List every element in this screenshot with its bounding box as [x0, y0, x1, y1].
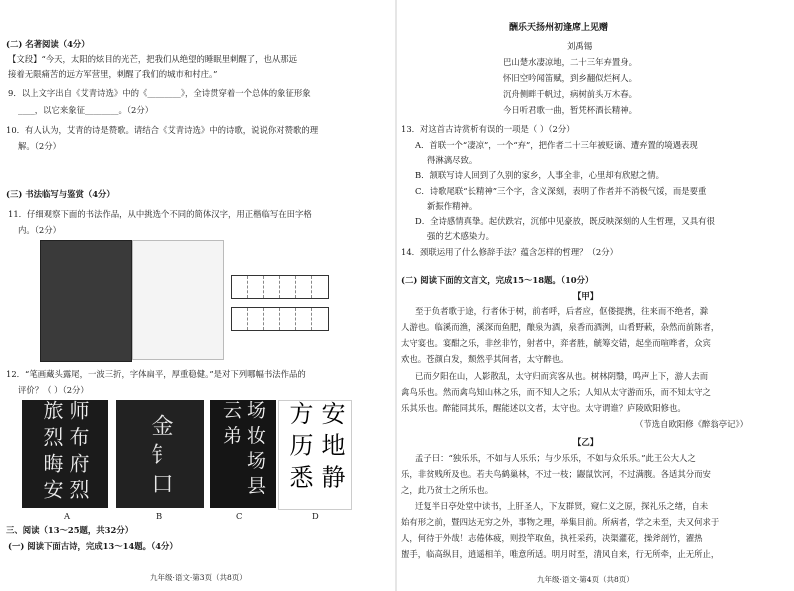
option-b: B．颔联写诗人回到了久别的家乡，人事全非，心里却有欣慰之情。: [415, 170, 665, 180]
calligraphy-print-image: [132, 240, 224, 360]
passage-line: 乐其乐也。醉能同其乐，醒能述以文者，太守也。太守谓谁？庐陵欧阳修也。: [401, 403, 686, 413]
writing-grid-1[interactable]: [231, 275, 329, 299]
poem-line: 今日听君歌一曲，暂凭杯酒长精神。: [503, 105, 637, 115]
calligraphy-c-text: 场 妆 场 县 云 弟: [220, 400, 266, 495]
poem-title: 酬乐天扬州初逢席上见赠: [509, 23, 609, 33]
calligraphy-d-text: 安 地 静 方 历 悉: [285, 401, 345, 489]
calligraphy-a-text: 师 布 府 烈 旅 烈 晦 安: [40, 400, 90, 500]
text-line: 接着无限痛苦的远方军营里，刺醒了我们的城市和村庄。”: [8, 69, 218, 79]
question-12b: 评价？（ ）（2分）: [18, 385, 89, 395]
writing-grid-2[interactable]: [231, 307, 329, 331]
question-13: 13．对这首古诗赏析有误的一项是（ ）（2分）: [401, 124, 575, 134]
question-14: 14．颈联运用了什么修辞手法？蕴含怎样的哲理？（2分）: [401, 247, 618, 257]
subsection-title: (一) 阅读下面古诗，完成13～14题。（4分）: [8, 541, 178, 551]
passage-line: 至于负者歌于途，行者休于树，前者呼，后者应，伛偻提携，往来而不绝者，滁: [415, 306, 709, 316]
passage-line: 欢也。苍颜白发，颓然乎其间者，太守醉也。: [401, 354, 569, 364]
passage-source: （节选自欧阳修《醉翁亭记》）: [635, 419, 749, 429]
calligraphy-b-text: 金 钅 口: [148, 414, 173, 494]
calligraphy-option-d: [278, 400, 352, 510]
option-d: D．全诗感情真挚。起伏跌宕，沉郁中见豪放，既反映深刻的人生哲理，又具有很: [415, 216, 715, 226]
passage-line: 孟子曰：“独乐乐，不如与人乐乐；与少乐乐，不如与众乐乐。”此王公大人之: [415, 453, 696, 463]
question-10: 10．有人认为，艾青的诗是赞歌。请结合《艾青诗选》中的诗歌，说说你对赞歌的理: [6, 125, 319, 135]
option-label-a: A: [64, 511, 71, 521]
option-c-cont: 新振作精神。: [427, 201, 478, 211]
option-a: A．首联一个“凄凉”，一个“弃”，把作者二十三年被贬谪、遭弃置的境遇表现: [415, 140, 698, 150]
passage-line: 禽鸟乐也。然而禽鸟知山林之乐，而不知人之乐；人知从太守游而乐，而不知太守之: [401, 387, 711, 397]
right-page: [397, 0, 794, 591]
passage-yi-label: 【乙】: [573, 437, 599, 447]
calligraphy-rubbing-image: [40, 240, 132, 362]
text-line: 【文段】“今天，太阳的炫目的光芒，把我们从绝望的睡眠里刺醒了，也从那远: [8, 54, 298, 64]
poem-author: 刘禹锡: [567, 41, 593, 51]
passage-jia-label: 【甲】: [573, 291, 599, 301]
poem-line: 怀旧空吟闻笛赋，到乡翻似烂柯人。: [503, 73, 637, 83]
passage-line: 盥手，临高纵目，逍遥相羊，唯意所适。明月时至，清风自来，行无所牵，止无所止，: [401, 549, 720, 559]
option-d-cont: 强的艺术感染力。: [427, 231, 494, 241]
question-10b: 解。（2分）: [18, 141, 62, 151]
poem-line: 沉舟侧畔千帆过，病树前头万木春。: [503, 89, 637, 99]
option-c: C．诗歌尾联“长精神”三个字，含义深刻，表明了作者并不消极气馁，而是要重: [415, 186, 707, 196]
page-footer: 九年级·语文·第3页（共8页）: [150, 573, 247, 582]
question-11: 11．仔细观察下面的书法作品，从中挑选个不同的简体汉字，用正楷临写在田字格: [8, 209, 312, 219]
passage-line: 迁复半日亭处堂中读书，上肝圣人，下友群贤，窥仁义之原，探礼乐之绪，自未: [415, 501, 709, 511]
calligraphy-option-a: [22, 400, 108, 508]
question-12: 12．“笔画藏头露尾，一波三折，字体扁平，厚重稳健。”是对下列哪幅书法作品的: [6, 369, 306, 379]
passage-line: 人，何待于外哉！志倦体疲，则投竿取鱼，执衽采药，决渠灌花，操斧剖竹，濯热: [401, 533, 703, 543]
question-9b: ____，以它来象征________。（2分）: [18, 105, 154, 115]
section-title: (二) 名著阅读（4分）: [6, 39, 90, 49]
option-label-c: C: [236, 511, 243, 521]
calligraphy-option-c: [210, 400, 276, 508]
passage-line: 之，此乃贫士之所乐也。: [401, 485, 494, 495]
poem-line: 巴山楚水凄凉地，二十三年弃置身。: [503, 57, 637, 67]
page-footer: 九年级·语文·第4页（共8页）: [537, 575, 634, 584]
question-9: 9．以上文字出自《艾青诗选》中的《________》，全诗贯穿着一个总体的象征形象: [8, 88, 311, 98]
subsection-title: (二) 阅读下面的文言文，完成15～18题。（10分）: [401, 275, 594, 285]
question-11b: 内。（2分）: [18, 225, 62, 235]
option-label-d: D: [312, 511, 319, 521]
passage-line: 已而夕阳在山，人影散乱，太守归而宾客从也。树林阴翳，鸣声上下，游人去而: [415, 371, 709, 381]
section-title: 三、阅读（13～25题，共32分）: [6, 525, 134, 535]
passage-line: 始有形之前，暨四达无穷之外，事物之理，举集目前。所病者，学之未至，夫又何求于: [401, 517, 720, 527]
option-label-b: B: [156, 511, 163, 521]
passage-line: 人游也。临溪而渔，溪深而鱼肥，酿泉为酒，泉香而酒洌，山肴野蔌，杂然而前陈者，: [401, 322, 720, 332]
option-a-cont: 得淋漓尽致。: [427, 155, 478, 165]
calligraphy-option-b: [116, 400, 204, 508]
passage-line: 乐，非贫贱所及也。若夫鸟鹤巢林，不过一枝；鼹鼠饮河，不过满腹。各适其分而安: [401, 469, 711, 479]
passage-line: 太守宴也。宴酣之乐，非丝非竹，射者中，弈者胜，觥筹交错，起坐而喧哗者，众宾: [401, 338, 711, 348]
section-title: (三) 书法临写与鉴赏（4分）: [6, 189, 115, 199]
